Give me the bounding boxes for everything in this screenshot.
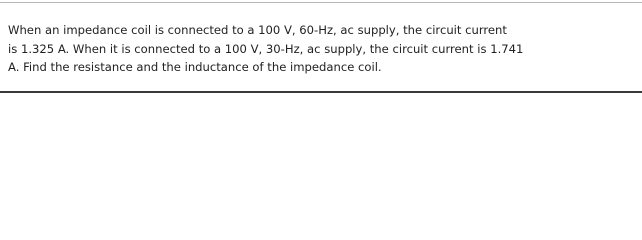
- problem-panel: [0, 0, 642, 97]
- problem-line-3: A. Find the resistance and the inductance of the impedance coil.: [8, 60, 382, 74]
- problem-statement: [8, 21, 634, 77]
- problem-line-2: is 1.325 A. When it is connected to a 100 V, 30-Hz, ac supply, the circuit current is 1.741: [8, 41, 524, 56]
- top-divider: [0, 2, 642, 3]
- problem-line-1: When an impedance coil is connected to a 100 V, 60-Hz, ac supply, the circuit current: [8, 23, 507, 37]
- bottom-divider: [0, 91, 642, 93]
